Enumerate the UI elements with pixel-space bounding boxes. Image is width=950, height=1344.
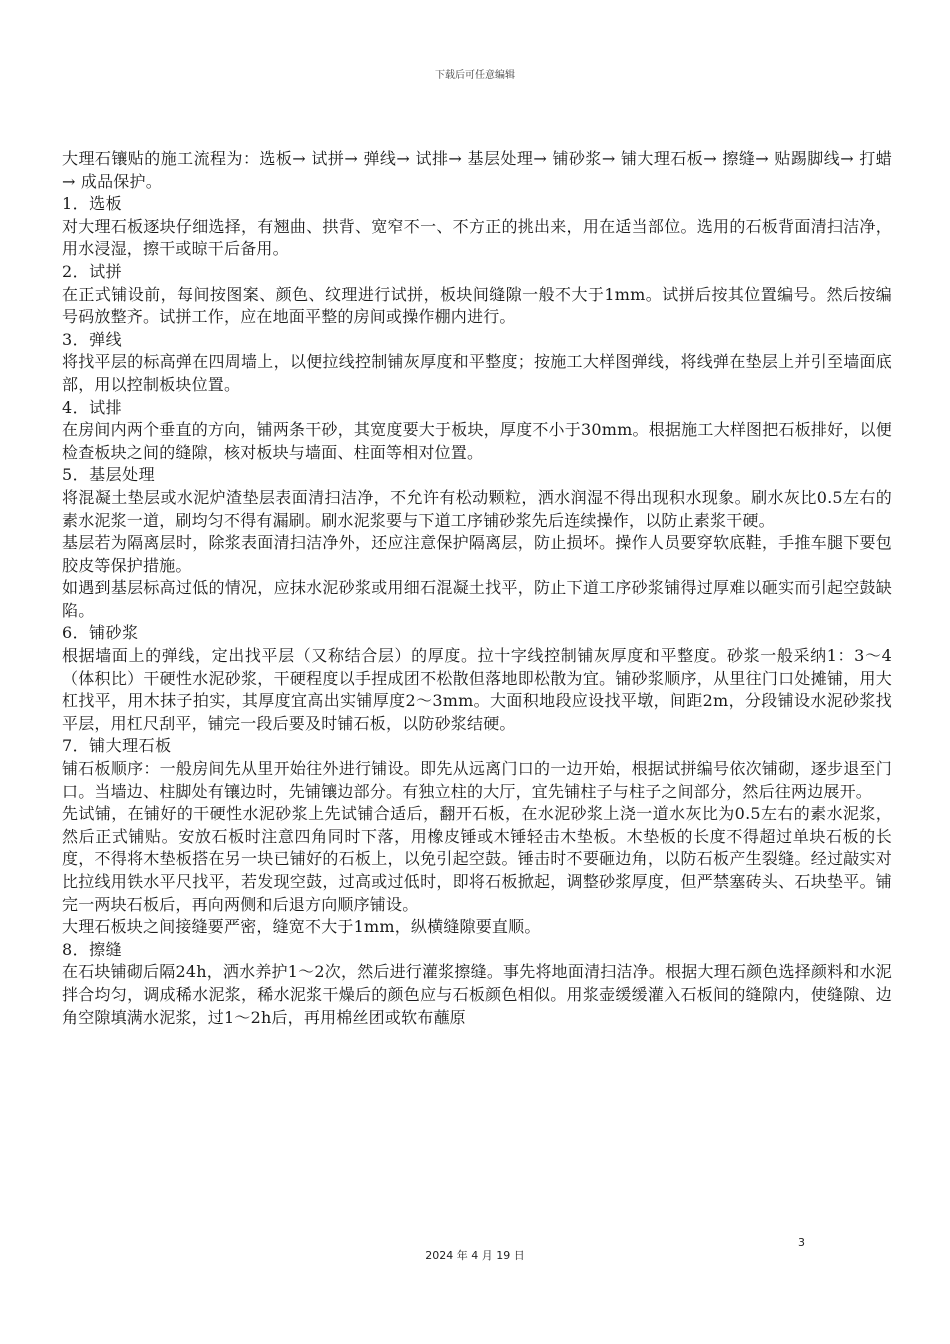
body-paragraph: 根据墙面上的弹线，定出找平层（又称结合层）的厚度。拉十字线控制铺灰厚度和平整度。砂浆一般采纳1：3～4（体积比）干硬性水泥砂浆，干硬程度以手捏成团不松散但落地即松散为宜。铺砂浆顺序，从里往门口处摊铺，用大杠找平，用木抹子拍实，其厚度宜高出实铺厚度2～3mm。大面积地段应设找平墩，间距2m，分段铺设水泥砂浆找平层，用杠尺刮平，铺完一段后要及时铺石板，以防砂浆结硬。 [62,646,892,733]
section-heading: 8．擦缝 [62,939,123,959]
page-number: 3 [798,1236,805,1249]
section-heading: 3．弹线 [62,329,123,349]
body-paragraph: 在正式铺设前，每间按图案、颜色、纹理进行试拼，板块间缝隙一般不大于1mm。试拼后按其位置编号。然后按编号码放整齐。试拼工作，应在地面平整的房间或操作棚内进行。 [62,284,892,327]
page-header-note: 下载后可任意编辑 [435,70,515,81]
document-body [62,148,892,1029]
body-paragraph: 大理石镶贴的施工流程为：选板→ 试拼→ 弹线→ 试排→ 基层处理→ 铺砂浆→ 铺大理石板→ 擦缝→ 贴踢脚线→ 打蜡→ 成品保护。 [62,149,892,191]
body-paragraph: 基层若为隔离层时，除浆表面清扫洁净外，还应注意保护隔离层，防止损坏。操作人员要穿软底鞋，手推车腿下要包胶皮等保护措施。 [62,533,892,575]
body-paragraph: 大理石板块之间接缝要严密，缝宽不大于1mm，纵横缝隙要直顺。 [62,917,541,937]
body-paragraph: 铺石板顺序：一般房间先从里开始往外进行铺设。即先从远离门口的一边开始，根据试拼编号依次铺砌，逐步退至门口。当墙边、柱脚处有镶边时，先铺镶边部分。有独立柱的大厅，宜先铺柱子与柱子之间部分，然后往两边展开。 [62,759,892,801]
section-heading: 7．铺大理石板 [62,736,172,756]
footer-date: 2024 年 4 月 19 日 [425,1249,525,1262]
section-heading: 1．选板 [62,194,123,214]
body-paragraph: 将混凝土垫层或水泥炉渣垫层表面清扫洁净，不允许有松动颗粒，洒水润湿不得出现积水现象。刷水灰比0.5左右的素水泥浆一道，刷均匀不得有漏刷。刷水泥浆要与下道工序铺砂浆先后连续操作，以防止素浆干硬。 [62,487,892,530]
body-paragraph: 在石块铺砌后隔24h，洒水养护1～2次，然后进行灌浆擦缝。事先将地面清扫洁净。根据大理石颜色选择颜料和水泥拌合均匀，调成稀水泥浆，稀水泥浆干燥后的颜色应与石板颜色相似。用浆壶缓缓灌入石板间的缝隙内，使缝隙、边角空隙填满水泥浆，过1～2h后，再用棉丝团或软布蘸原 [62,962,892,1027]
section-heading: 5．基层处理 [62,465,156,485]
section-heading: 6．铺砂浆 [62,623,139,643]
section-heading: 2．试拼 [62,261,123,281]
body-paragraph: 如遇到基层标高过低的情况，应抹水泥砂浆或用细石混凝土找平，防止下道工序砂浆铺得过厚难以砸实而引起空鼓缺陷。 [62,578,892,620]
body-paragraph: 在房间内两个垂直的方向，铺两条干砂，其宽度要大于板块，厚度不小于30mm。根据施工大样图把石板排好，以便检查板块之间的缝隙，核对板块与墙面、柱面等相对位置。 [62,420,892,462]
section-heading: 4．试排 [62,397,123,417]
body-paragraph: 对大理石板逐块仔细选择，有翘曲、拱背、宽窄不一、不方正的挑出来，用在适当部位。选用的石板背面清扫洁净，用水浸湿，擦干或晾干后备用。 [62,216,892,259]
body-paragraph: 将找平层的标高弹在四周墙上，以便拉线控制铺灰厚度和平整度；按施工大样图弹线，将线弹在垫层上并引至墙面底部，用以控制板块位置。 [62,352,892,394]
body-paragraph: 先试铺，在铺好的干硬性水泥砂浆上先试铺合适后，翻开石板，在水泥砂浆上浇一道水灰比为0.5左右的素水泥浆，然后正式铺贴。安放石板时注意四角同时下落，用橡皮锤或木锤轻击木垫板。木垫板的长度不得超过单块石板的长度，不得将木垫板搭在另一块已铺好的石板上，以免引起空鼓。锤击时不要砸边角，以防石板产生裂缝。经过敲实对比拉线用铁水平尺找平，若发现空鼓，过高或过低时，即将石板掀起，调整砂浆厚度，但严禁塞砖头、石块垫平。铺完一两块石板后，再向两侧和后退方向顺序铺设。 [62,804,892,914]
